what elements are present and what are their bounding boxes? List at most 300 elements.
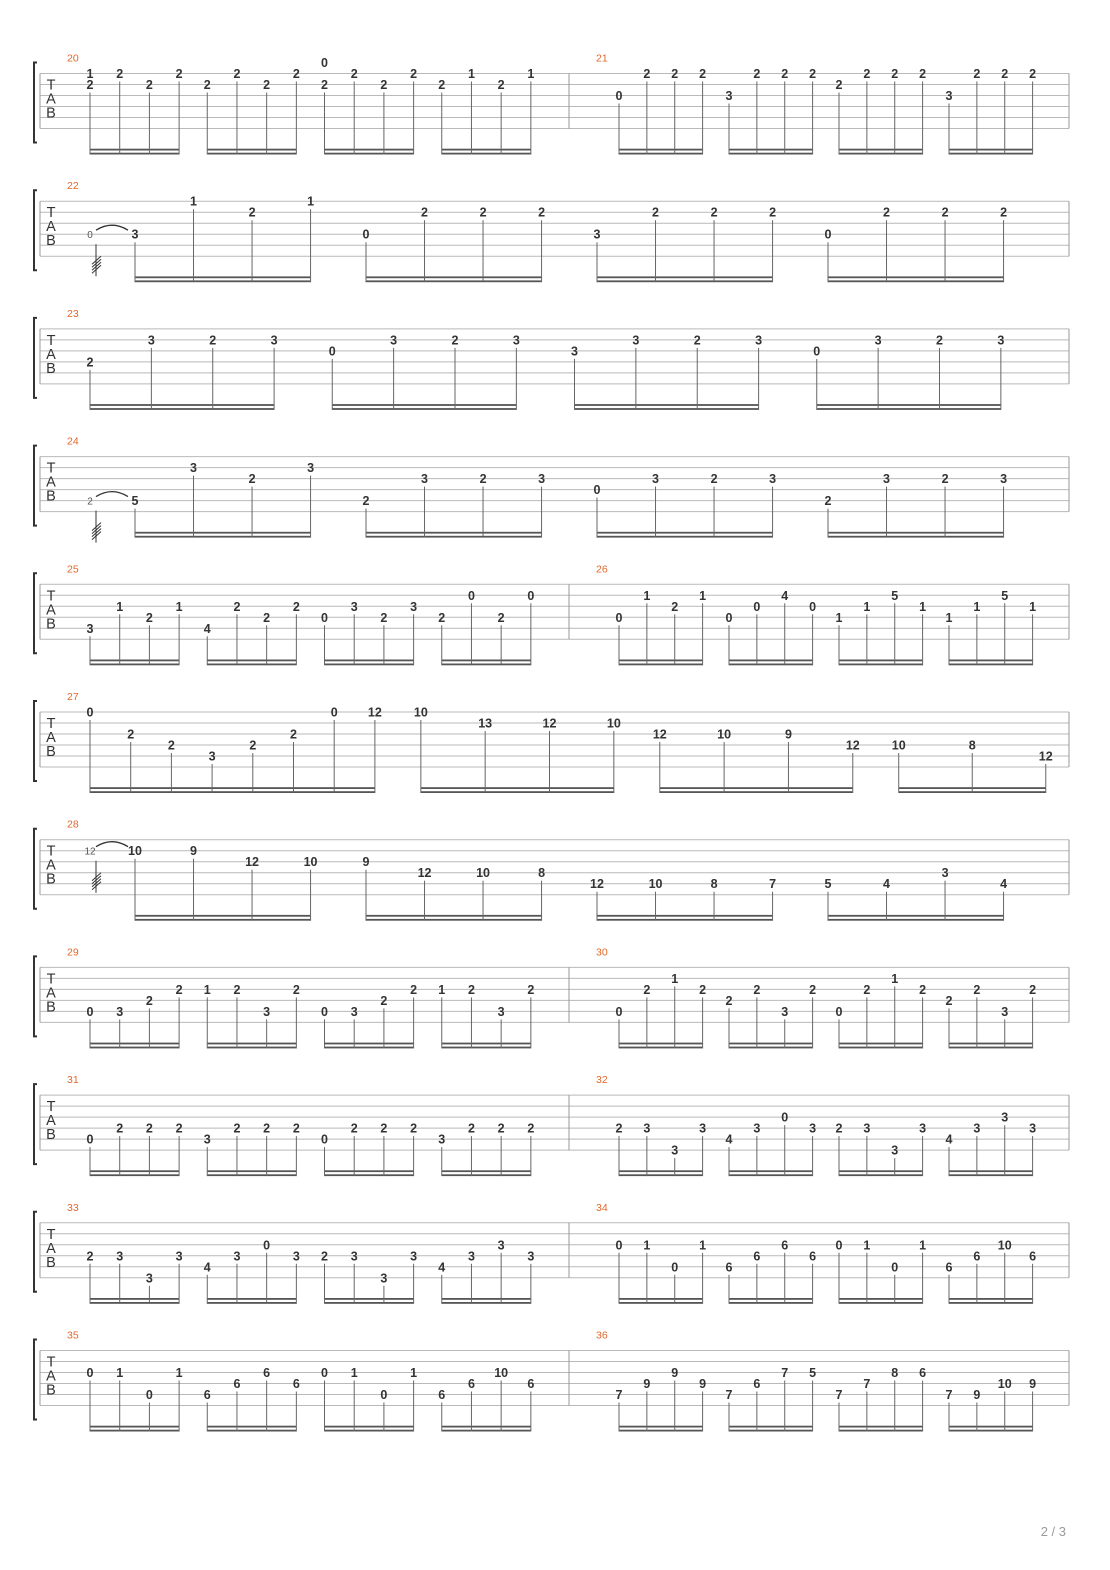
fret-number: 10	[891, 738, 906, 753]
fret-number: 2	[362, 494, 370, 509]
fret-number: 5	[131, 494, 139, 509]
fret-number: 10	[997, 1377, 1012, 1391]
tab-clef-letter: A	[46, 91, 56, 108]
fret-number: 2	[835, 1121, 843, 1136]
fret-number: 2	[725, 993, 733, 1008]
beam	[828, 532, 1004, 534]
fret-number: 3	[307, 461, 315, 476]
fret-number: 2	[233, 1121, 241, 1136]
fret-number: 6	[753, 1377, 761, 1391]
fret-number: 4	[725, 1132, 733, 1147]
beam	[949, 149, 1033, 151]
tab-clef-letter: B	[46, 1382, 56, 1399]
fret-number: 2	[769, 205, 777, 220]
fret-number: 6	[945, 1260, 953, 1275]
beam	[619, 1170, 703, 1172]
fret-number: 2	[249, 738, 257, 753]
fret-number: 12	[1038, 749, 1053, 764]
fret-number: 7	[615, 1388, 623, 1402]
fret-number: 3	[147, 333, 155, 348]
fret-number: 2	[263, 78, 271, 92]
tab-clef-letter: A	[46, 1240, 56, 1257]
beam	[949, 1302, 1033, 1304]
beam	[619, 1302, 703, 1304]
tab-clef-letter: T	[46, 716, 56, 732]
beam	[442, 664, 531, 666]
fret-number: 3	[263, 1004, 271, 1019]
tab-clef-letter: B	[46, 1127, 56, 1144]
fret-number: 3	[997, 333, 1005, 348]
beam	[207, 1174, 296, 1176]
fret-number: 3	[208, 749, 216, 764]
fret-number: 1	[307, 194, 315, 209]
fret-number: 0	[615, 1004, 623, 1019]
fret-number: 3	[755, 333, 763, 348]
beam	[442, 1426, 531, 1428]
fret-number: 3	[410, 1249, 418, 1264]
tab-clef-letter: T	[46, 971, 56, 988]
fret-number: 8	[968, 738, 976, 753]
beam	[325, 1302, 414, 1304]
beam	[828, 536, 1004, 538]
fret-number: 2	[410, 67, 418, 81]
measure-number: 21	[596, 52, 608, 65]
fret-number: 9	[671, 1366, 679, 1380]
beam	[90, 1170, 179, 1172]
fret-number: 2	[350, 67, 358, 81]
fret-number: 2	[919, 67, 927, 81]
fret-number: 2	[175, 1121, 183, 1136]
beam	[575, 404, 759, 406]
grace-note: 2	[87, 496, 93, 508]
beam	[949, 1170, 1033, 1172]
measure-number: 26	[596, 563, 608, 576]
fret-number: 2	[248, 472, 256, 487]
fret-number: 2	[945, 993, 953, 1008]
beam	[619, 149, 703, 151]
beam	[828, 919, 1004, 921]
fret-number: 2	[248, 205, 256, 220]
fret-number: 2	[233, 67, 241, 81]
fret-number: 3	[203, 1132, 211, 1147]
beam	[325, 153, 414, 155]
fret-number: 2	[809, 982, 817, 997]
beam	[949, 153, 1033, 155]
fret-number: 10	[476, 866, 490, 881]
fret-number: 3	[270, 333, 278, 348]
beam	[207, 153, 296, 155]
fret-number: 3	[1000, 472, 1008, 487]
beam	[597, 919, 773, 921]
tab-clef-letter: B	[46, 488, 56, 505]
tab-clef-letter: A	[46, 1113, 56, 1130]
fret-number: 6	[753, 1249, 761, 1264]
fret-number: 2	[699, 67, 707, 81]
fret-number: 0	[809, 599, 817, 614]
fret-number: 0	[321, 610, 328, 625]
fret-number: 2	[497, 1121, 505, 1136]
beam	[207, 1047, 296, 1049]
fret-number: 1	[175, 599, 183, 614]
fret-number: 6	[233, 1377, 241, 1391]
fret-number: 3	[571, 344, 578, 359]
fret-number: 2	[203, 78, 211, 92]
measure-number: 36	[596, 1329, 608, 1342]
beam	[839, 149, 923, 151]
beam	[949, 660, 1033, 662]
fret-number: 2	[380, 610, 388, 625]
fret-number: 6	[263, 1366, 271, 1380]
fret-number: 3	[190, 461, 197, 476]
slur-tie	[96, 492, 128, 497]
fret-number: 0	[753, 599, 761, 614]
fret-number: 2	[263, 610, 271, 625]
fret-number: 2	[421, 205, 428, 220]
beam	[729, 1298, 813, 1300]
fret-number: 2	[380, 993, 388, 1008]
grace-note: 0	[87, 230, 93, 242]
fret-number: 2	[973, 67, 981, 81]
beam	[619, 153, 703, 155]
beam	[729, 1047, 813, 1049]
fret-number: 3	[809, 1121, 817, 1136]
fret-number: 1	[116, 1366, 124, 1380]
beam	[207, 1170, 296, 1172]
fret-number: 0	[330, 705, 338, 720]
system-bracket	[34, 318, 37, 398]
system-bracket	[34, 63, 37, 143]
fret-number: 3	[725, 89, 733, 103]
beam	[90, 149, 179, 151]
fret-number: 2	[145, 1121, 153, 1136]
fret-number: 2	[1029, 67, 1037, 81]
beam	[332, 404, 516, 406]
fret-number: 2	[175, 982, 183, 997]
fret-number: 0	[86, 1366, 94, 1380]
fret-number: 2	[497, 78, 505, 92]
fret-number: 1	[891, 971, 899, 986]
beam	[839, 153, 923, 155]
fret-number: 4	[203, 621, 211, 636]
beam	[325, 1174, 414, 1176]
beam	[366, 280, 542, 282]
fret-number: 4	[438, 1260, 446, 1275]
fret-number: 7	[781, 1366, 789, 1380]
beam	[442, 1430, 531, 1432]
fret-number: 2	[380, 1121, 388, 1136]
fret-number: 2	[883, 205, 890, 220]
tab-clef-letter: B	[46, 360, 56, 377]
fret-number: 1	[671, 971, 679, 986]
beam	[90, 1043, 179, 1045]
fret-number: 2	[116, 1121, 124, 1136]
tab-clef-letter: B	[46, 871, 56, 888]
fret-number: 2	[652, 205, 659, 220]
beam	[207, 660, 296, 662]
fret-number: 0	[813, 344, 821, 359]
measure-number: 25	[67, 563, 79, 576]
fret-number: 10	[606, 716, 621, 731]
measure-number: 20	[67, 52, 79, 65]
beam	[325, 664, 414, 666]
fret-number: 3	[891, 1143, 899, 1158]
fret-number: 3	[292, 1249, 300, 1264]
beam	[729, 1426, 813, 1428]
fret-number: 2	[292, 982, 300, 997]
beam	[442, 1047, 531, 1049]
beam	[817, 404, 1001, 406]
fret-number: 1	[919, 1238, 927, 1253]
beam	[839, 664, 923, 666]
tab-clef-letter: T	[46, 1226, 56, 1243]
tab-clef-letter: T	[46, 1099, 56, 1116]
fret-number: 5	[824, 877, 832, 892]
fret-number: 9	[784, 727, 792, 742]
beam	[442, 1298, 531, 1300]
fret-number: 10	[413, 705, 428, 720]
fret-number: 3	[380, 1271, 388, 1286]
beam	[366, 915, 542, 917]
fret-number: 3	[527, 1249, 535, 1264]
fret-number: 0	[380, 1388, 388, 1402]
tab-clef-letter: T	[46, 1354, 56, 1371]
beam	[729, 1043, 813, 1045]
fret-number: 3	[421, 472, 428, 487]
beam	[135, 532, 311, 534]
fret-number: 2	[145, 610, 153, 625]
fret-number: 0	[593, 483, 601, 498]
beam	[442, 1302, 531, 1304]
beam	[619, 660, 703, 662]
fret-number: 6	[919, 1366, 927, 1380]
fret-number: 3	[652, 472, 659, 487]
fret-number: 2	[292, 599, 300, 614]
beam	[839, 1430, 923, 1432]
measure-number: 22	[67, 180, 79, 193]
fret-number: 0	[86, 1132, 94, 1147]
measure-number: 28	[67, 818, 79, 831]
beam	[442, 660, 531, 662]
fret-number: 3	[175, 1249, 183, 1264]
beam	[619, 1426, 703, 1428]
system-bracket	[34, 190, 37, 270]
fret-number: 0	[321, 1004, 328, 1019]
fret-number: 2	[941, 205, 949, 220]
tab-clef-letter: B	[46, 105, 56, 122]
fret-number: 2	[527, 1121, 535, 1136]
fret-number: 2	[321, 1249, 328, 1264]
beam	[90, 1426, 179, 1428]
fret-number: 2	[710, 472, 718, 487]
fret-number: 1	[86, 67, 94, 81]
fret-number: 1	[835, 610, 843, 625]
fret-number: 0	[362, 227, 370, 242]
fret-number: 3	[671, 1143, 679, 1158]
fret-number: 2	[410, 1121, 418, 1136]
fret-number: 2	[321, 78, 328, 92]
fret-number: 0	[263, 1238, 271, 1253]
fret-number: 2	[753, 982, 761, 997]
fret-number: 1	[643, 588, 651, 603]
beam	[729, 1430, 813, 1432]
fret-number: 2	[86, 78, 94, 92]
measure-number: 31	[67, 1074, 79, 1087]
beam	[366, 532, 542, 534]
fret-number: 2	[233, 982, 241, 997]
fret-number: 2	[710, 205, 718, 220]
fret-number: 2	[527, 982, 535, 997]
beam	[325, 149, 414, 151]
fret-number: 3	[467, 1249, 475, 1264]
beam	[828, 280, 1004, 282]
fret-number: 12	[367, 705, 382, 720]
beam	[949, 1043, 1033, 1045]
beam	[839, 1174, 923, 1176]
fret-number: 0	[891, 1260, 899, 1275]
fret-number: 0	[321, 1366, 328, 1380]
beam	[442, 149, 531, 151]
fret-number: 12	[845, 738, 860, 753]
beam	[207, 1043, 296, 1045]
fret-number: 2	[145, 993, 153, 1008]
beam	[325, 1298, 414, 1300]
fret-number: 2	[467, 982, 475, 997]
fret-number: 1	[527, 67, 535, 81]
beam	[817, 408, 1001, 410]
fret-number: 2	[863, 982, 871, 997]
beam	[135, 919, 311, 921]
fret-number: 4	[203, 1260, 211, 1275]
system-bracket	[34, 1084, 37, 1164]
fret-number: 3	[753, 1121, 761, 1136]
beam	[325, 660, 414, 662]
fret-number: 2	[615, 1121, 623, 1136]
fret-number: 1	[410, 1366, 418, 1380]
beam	[660, 787, 853, 789]
beam	[90, 1047, 179, 1049]
fret-number: 2	[451, 333, 459, 348]
beam	[729, 149, 813, 151]
beam	[366, 919, 542, 921]
fret-number: 1	[350, 1366, 358, 1380]
grace-note: 12	[84, 846, 96, 858]
fret-number: 3	[632, 333, 640, 348]
fret-number: 3	[538, 472, 546, 487]
tab-clef-letter: A	[46, 985, 56, 1002]
fret-number: 2	[145, 78, 153, 92]
tab-clef-letter: T	[46, 460, 56, 477]
fret-number: 1	[699, 588, 707, 603]
fret-number: 2	[936, 333, 943, 348]
beam	[597, 280, 773, 282]
fret-number: 2	[699, 982, 707, 997]
fret-number: 6	[527, 1377, 535, 1391]
measure-number: 29	[67, 946, 79, 959]
fret-number: 3	[593, 227, 601, 242]
tab-clef-letter: A	[46, 1368, 56, 1385]
fret-number: 1	[863, 599, 871, 614]
beam	[207, 149, 296, 151]
tab-clef-letter: A	[46, 219, 56, 236]
beam	[839, 1043, 923, 1045]
system-bracket	[34, 701, 37, 781]
fret-number: 1	[699, 1238, 707, 1253]
fret-number: 9	[1029, 1377, 1037, 1391]
fret-number: 12	[542, 716, 557, 731]
fret-number: 12	[245, 855, 259, 870]
fret-number: 9	[699, 1377, 707, 1391]
fret-number: 2	[116, 67, 124, 81]
fret-number: 12	[417, 866, 432, 881]
fret-number: 3	[145, 1271, 153, 1286]
fret-number: 3	[945, 89, 953, 103]
beam	[729, 1302, 813, 1304]
beam	[135, 280, 311, 282]
beam	[949, 664, 1033, 666]
fret-number: 3	[350, 599, 358, 614]
beam	[660, 791, 853, 793]
fret-number: 2	[973, 982, 981, 997]
beam	[366, 536, 542, 538]
beam	[90, 1174, 179, 1176]
tab-clef-letter: B	[46, 616, 56, 633]
beam	[207, 664, 296, 666]
fret-number: 9	[973, 1388, 981, 1402]
measure-number: 33	[67, 1201, 79, 1214]
fret-number: 2	[891, 67, 899, 81]
fret-number: 6	[467, 1377, 475, 1391]
fret-number: 2	[479, 205, 487, 220]
system-bracket	[34, 573, 37, 653]
fret-number: 1	[863, 1238, 871, 1253]
beam	[442, 1174, 531, 1176]
fret-number: 2	[643, 67, 651, 81]
fret-number: 2	[263, 1121, 271, 1136]
fret-number: 4	[883, 877, 890, 892]
fret-number: 2	[643, 982, 651, 997]
fret-number: 2	[86, 1249, 94, 1264]
fret-number: 5	[809, 1366, 817, 1380]
fret-number: 3	[973, 1121, 981, 1136]
fret-number: 3	[438, 1132, 446, 1147]
fret-number: 1	[1029, 599, 1037, 614]
beam	[949, 1047, 1033, 1049]
fret-number: 1	[203, 982, 211, 997]
beam	[619, 664, 703, 666]
fret-number: 7	[725, 1388, 733, 1402]
beam	[729, 660, 813, 662]
fret-number: 2	[1029, 982, 1037, 997]
fret-number: 6	[781, 1238, 789, 1253]
fret-number: 3	[86, 621, 94, 636]
beam	[949, 1426, 1033, 1428]
page-number: 2 / 3	[1040, 1524, 1066, 1539]
tab-clef-letter: T	[46, 588, 56, 605]
fret-number: 0	[835, 1004, 843, 1019]
fret-number: 4	[1000, 877, 1008, 892]
beam	[839, 660, 923, 662]
fret-number: 3	[919, 1121, 927, 1136]
fret-number: 2	[290, 727, 297, 742]
fret-number: 10	[997, 1238, 1012, 1253]
fret-number: 3	[390, 333, 398, 348]
fret-number: 8	[710, 877, 718, 892]
fret-number: 2	[671, 67, 679, 81]
fret-number: 0	[467, 588, 475, 603]
fret-number: 1	[973, 599, 981, 614]
fret-number: 7	[769, 877, 777, 892]
tab-clef-letter: T	[46, 332, 56, 349]
